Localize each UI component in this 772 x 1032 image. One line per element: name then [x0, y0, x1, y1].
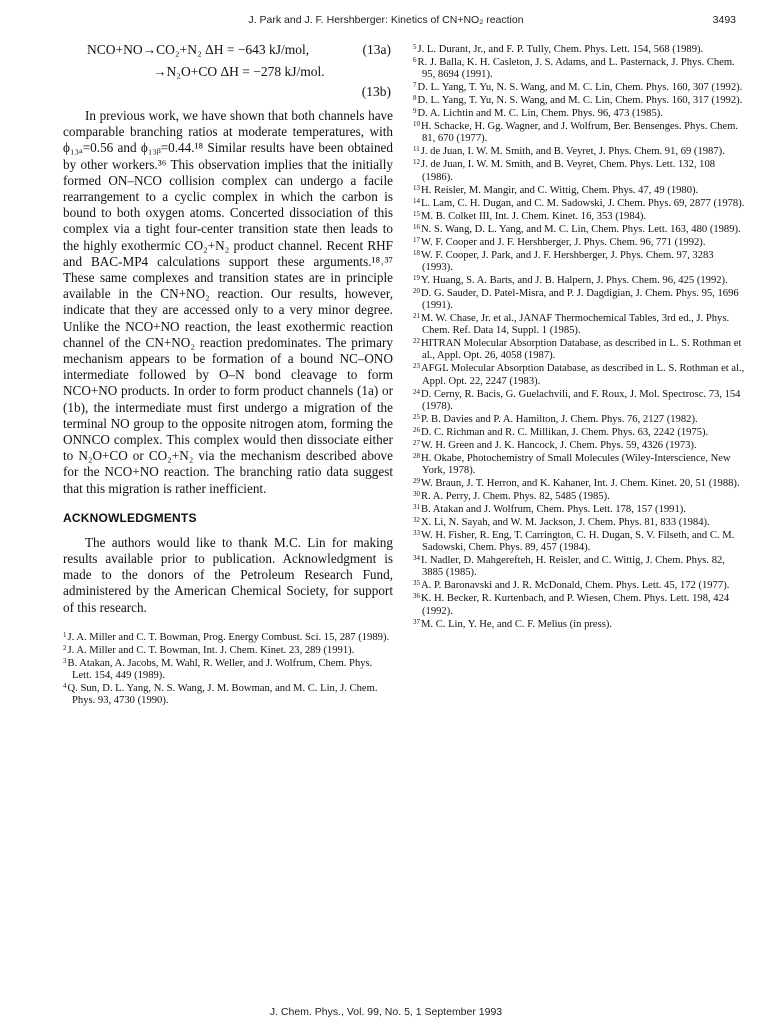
- running-head: J. Park and J. F. Hershberger: Kinetics of CN+NO₂ reaction: [248, 14, 524, 26]
- reference-item: [413, 82, 747, 94]
- reference-number: 24: [413, 387, 420, 396]
- reference-number: 4: [63, 682, 67, 691]
- reference-item: [413, 491, 747, 503]
- reference-text: N. S. Wang, D. L. Yang, and M. C. Lin, Chem. Phys. Lett. 163, 480 (1989).: [421, 223, 741, 235]
- reference-number: 8: [413, 94, 417, 103]
- reference-item: [413, 108, 747, 120]
- reference-number: 21: [413, 312, 420, 321]
- reference-number: 9: [413, 107, 417, 116]
- reference-item: [413, 288, 747, 312]
- reference-text: L. Lam, C. H. Dugan, and C. M. Sadowski, J. Chem. Phys. 69, 2877 (1978).: [421, 197, 745, 209]
- reference-number: 10: [413, 120, 420, 129]
- reference-text: W. F. Cooper and J. F. Hershberger, J. Phys. Chem. 96, 771 (1992).: [421, 236, 706, 248]
- reference-text: H. Okabe, Photochemistry of Small Molecules (Wiley-Interscience, New York, 1978).: [421, 452, 731, 477]
- reference-text: D. L. Yang, T. Yu, N. S. Wang, and M. C. Lin, Chem. Phys. 160, 307 (1992).: [417, 82, 743, 94]
- reference-text: W. F. Cooper, J. Park, and J. F. Hershberger, J. Phys. Chem. 97, 3283 (1993).: [421, 249, 714, 273]
- equation-13a: [63, 42, 393, 64]
- reference-item: [413, 555, 747, 579]
- reference-item: [413, 338, 747, 362]
- reference-text: J. A. Miller and C. T. Bowman, Prog. Energy Combust. Sci. 15, 287 (1989).: [67, 631, 390, 643]
- reference-number: 3: [63, 656, 67, 665]
- reference-item: [413, 185, 747, 197]
- reference-item: [413, 224, 747, 236]
- reference-text: J. L. Durant, Jr., and F. P. Tully, Chem. Phys. Lett. 154, 568 (1989).: [417, 44, 704, 55]
- equation-13a-label: (13a): [362, 42, 391, 57]
- reference-item: [413, 95, 747, 107]
- reference-item: [413, 275, 747, 287]
- reference-number: 34: [413, 554, 420, 563]
- reference-item: [413, 146, 747, 158]
- reference-number: 17: [413, 235, 420, 244]
- reference-item: [413, 389, 747, 413]
- reference-item: [413, 211, 747, 223]
- reference-text: H. Schacke, H. Gg. Wagner, and J. Wolfrum, Ber. Bensenges. Phys. Chem. 81, 670 (1977).: [421, 121, 739, 145]
- reference-text: K. H. Becker, R. Kurtenbach, and P. Wiesen, Chem. Phys. Lett. 198, 424 (1992).: [421, 593, 730, 617]
- reference-number: 30: [413, 490, 420, 499]
- reference-item: [413, 478, 747, 490]
- reference-text: I. Nadler, D. Mahgerefteh, H. Reisler, and C. Wittig, J. Chem. Phys. 82, 3885 (1985).: [421, 555, 725, 579]
- reference-text: X. Li, N. Sayah, and W. M. Jackson, J. Chem. Phys. 81, 833 (1984).: [421, 517, 710, 529]
- reference-item: [413, 121, 747, 145]
- reference-text: J. de Juan, I. W. M. Smith, and B. Veyret, J. Phys. Chem. 91, 69 (1987).: [420, 146, 725, 158]
- reference-text: W. H. Fisher, R. Eng, T. Carrington, C. H. Dugan, S. V. Filseth, and C. M. Sadowski, Chem. Phys. 89, 457 (1984).: [421, 530, 735, 554]
- reference-item: [413, 619, 747, 631]
- reference-item: [413, 504, 747, 516]
- reference-number: 31: [413, 503, 420, 512]
- reference-list-left: [63, 632, 393, 708]
- reference-item: [413, 517, 747, 529]
- equation-13b: [63, 64, 393, 108]
- reference-item: [413, 530, 747, 554]
- reference-text: B. Atakan, A. Jacobs, M. Wahl, R. Weller, and J. Wolfrum, Chem. Phys. Lett. 154, 449 (1989).: [67, 657, 373, 682]
- reference-number: 5: [413, 43, 417, 51]
- reference-text: M. C. Lin, Y. He, and C. F. Melius (in press).: [421, 618, 613, 630]
- reference-number: 16: [413, 222, 420, 231]
- reference-text: H. Reisler, M. Mangir, and C. Wittig, Chem. Phys. 47, 49 (1980).: [421, 184, 699, 196]
- reference-number: 25: [413, 412, 420, 421]
- reference-number: 15: [413, 209, 420, 218]
- reference-number: 18: [413, 248, 420, 257]
- reference-item: [413, 440, 747, 452]
- reference-text: AFGL Molecular Absorption Database, as described in L. S. Rothman et al., Appl. Opt. 22, 2247 (1983).: [421, 363, 745, 387]
- reference-item: [413, 198, 747, 210]
- reference-number: 23: [413, 362, 420, 371]
- reference-list-right: [413, 44, 747, 631]
- paragraph-discussion: In previous work, we have shown that both channels have comparable branching ratios at moderate temperatures, with ϕ₁₃ₐ=0.56 and ϕ₁₃ᵦ=0.44.¹⁸ Similar results have been obtained by other workers.³⁶ This observation implies that the initially formed ON–NCO collision complex can undergo a facile rearrangement to a cyclic complex in which the carbon is bound to both oxygen atoms. Concerted dissociation of this complex via a tight four-center transition state then leads to the highly exothermic CO₂+N₂ product channel. Recent RHF and BAC-MP4 calculations support these arguments.¹⁸˒³⁷ These same complexes and transition states are in principle available in the CN+NO₂ reaction. Our results, however, indicate that they are accessed only to a very minor degree. Unlike the NCO+NO reaction, the least exothermic reaction channel of the CN+NO₂ reaction predominates. The primary mechanism appears to be formation of a bound NC–ONO intermediate followed by O–N bond cleavage to form NCO+NO products. In order to form product channels (1a) or (1b), the intermediate must first undergo a migration of the terminal NO group to the opposite nitrogen atom, forming the ONNCO complex. This complex would then dissociate either to N₂O+CO or CO₂+N₂ via the mechanism described above for the NCO+NO reaction. The branching ratio data suggest that this migration is rather inefficient.: [63, 108, 393, 496]
- reference-text: M. W. Chase, Jr. et al., JANAF Thermochemical Tables, 3rd ed., J. Phys. Chem. Ref. Data 14, Suppl. 1 (1985).: [421, 313, 730, 337]
- reference-number: 11: [413, 145, 420, 154]
- reference-number: 36: [413, 592, 420, 601]
- reference-item: [413, 593, 747, 617]
- reference-number: 2: [63, 643, 67, 652]
- reference-item: [413, 313, 747, 337]
- reference-text: D. G. Sauder, D. Patel-Misra, and P. J. Dagdigian, J. Chem. Phys. 95, 1696 (1991).: [421, 287, 739, 312]
- reference-item: [413, 453, 747, 477]
- reference-text: HITRAN Molecular Absorption Database, as described in L. S. Rothman et al., Appl. Opt. 26, 4058 (1987).: [421, 338, 742, 362]
- page-number: 3493: [712, 14, 736, 26]
- reference-number: 37: [413, 617, 420, 626]
- reference-number: 12: [413, 158, 420, 167]
- reference-text: J. A. Miller and C. T. Bowman, Int. J. Chem. Kinet. 23, 289 (1991).: [67, 644, 355, 656]
- reference-item: [413, 363, 747, 387]
- reference-number: 35: [413, 579, 420, 588]
- reference-text: Q. Sun, D. L. Yang, N. S. Wang, J. M. Bowman, and M. C. Lin, J. Chem. Phys. 93, 4730 (1990).: [67, 683, 378, 707]
- reference-number: 32: [413, 516, 420, 525]
- acknowledgments-text: The authors would like to thank M.C. Lin for making results available prior to publication. Acknowledgment is made to the donors of the Petroleum Research Fund, administered by the American Chemical Society, for support of this research.: [63, 534, 393, 615]
- journal-footer: J. Chem. Phys., Vol. 99, No. 5, 1 September 1993: [269, 1006, 503, 1018]
- right-column: [413, 44, 747, 632]
- reference-item: [63, 632, 393, 644]
- reference-number: 13: [413, 183, 420, 192]
- reference-item: [413, 57, 747, 81]
- left-column: [63, 42, 393, 708]
- reference-text: B. Atakan and J. Wolfrum, Chem. Phys. Lett. 178, 157 (1991).: [421, 504, 686, 516]
- reference-number: 20: [413, 286, 420, 295]
- reference-item: [63, 683, 393, 707]
- reference-number: 22: [413, 337, 420, 346]
- reference-item: [63, 658, 393, 682]
- reference-item: [413, 250, 747, 274]
- reference-number: 26: [413, 425, 420, 434]
- reference-number: 1: [63, 630, 67, 639]
- reference-item: [413, 427, 747, 439]
- reference-item: [63, 645, 393, 657]
- reference-item: [413, 414, 747, 426]
- reference-number: 27: [413, 438, 420, 447]
- equation-13a-text: NCO+NO→CO₂+N₂ ΔH = −643 kJ/mol,: [87, 42, 310, 57]
- reference-number: 19: [413, 273, 420, 282]
- reference-item: [413, 44, 747, 56]
- reference-item: [413, 580, 747, 592]
- reference-text: J. de Juan, I. W. M. Smith, and B. Veyret, Chem. Phys. Lett. 132, 108 (1986).: [421, 159, 716, 183]
- reference-number: 28: [413, 451, 420, 460]
- reference-text: W. Braun, J. T. Herron, and K. Kahaner, Int. J. Chem. Kinet. 20, 51 (1988).: [421, 478, 740, 490]
- reference-number: 29: [413, 477, 420, 486]
- reference-text: P. B. Davies and P. A. Hamilton, J. Chem. Phys. 76, 2127 (1982).: [421, 413, 698, 425]
- reference-text: D. Cerny, R. Bacis, G. Guelachvili, and F. Roux, J. Mol. Spectrosc. 73, 154 (1978).: [421, 388, 741, 412]
- reference-text: D. C. Richman and R. C. Millikan, J. Chem. Phys. 63, 2242 (1975).: [421, 426, 709, 438]
- reference-number: 6: [413, 56, 417, 64]
- reference-number: 33: [413, 529, 420, 538]
- reference-number: 7: [413, 81, 417, 90]
- acknowledgments-heading: ACKNOWLEDGMENTS: [63, 510, 197, 525]
- reference-text: M. B. Colket III, Int. J. Chem. Kinet. 16, 353 (1984).: [421, 210, 647, 222]
- reference-text: Y. Huang, S. A. Barts, and J. B. Halpern, J. Phys. Chem. 96, 425 (1992).: [421, 274, 728, 286]
- reference-item: [413, 159, 747, 183]
- reference-text: W. H. Green and J. K. Hancock, J. Chem. Phys. 59, 4326 (1973).: [421, 439, 697, 451]
- reference-text: A. P. Baronavski and J. R. McDonald, Chem. Phys. Lett. 45, 172 (1977).: [421, 580, 730, 592]
- equation-13b-label: (13b): [361, 84, 391, 99]
- reference-text: R. J. Balla, K. H. Casleton, J. S. Adams, and L. Pasternack, J. Phys. Chem. 95, 8694 (1991).: [417, 57, 735, 81]
- equation-13b-text: →N₂O+CO ΔH = −278 kJ/mol.: [153, 64, 325, 79]
- reference-number: 14: [413, 196, 420, 205]
- reference-text: D. A. Lichtin and M. C. Lin, Chem. Phys. 96, 473 (1985).: [417, 108, 663, 120]
- reference-text: D. L. Yang, T. Yu, N. S. Wang, and M. C. Lin, Chem. Phys. 160, 317 (1992).: [417, 95, 743, 107]
- reference-item: [413, 237, 747, 249]
- reference-text: R. A. Perry, J. Chem. Phys. 82, 5485 (1985).: [421, 491, 610, 503]
